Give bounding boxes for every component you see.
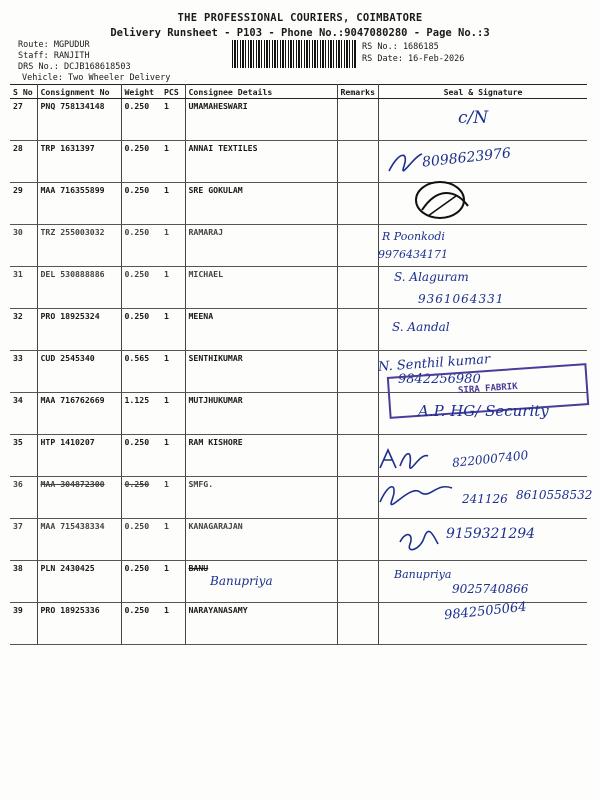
- signature-30-name: R Poonkodi: [382, 230, 445, 243]
- cell-sno: 34: [10, 393, 37, 435]
- cell-remarks: [337, 225, 379, 267]
- cell-remarks: [337, 561, 379, 603]
- drs-number: DRS No.: DCJB168618503: [18, 62, 131, 72]
- cell-remarks: [337, 477, 379, 519]
- cell-pcs: 1: [161, 393, 185, 435]
- stamp-text: SIRA FABRIK: [457, 381, 518, 397]
- cell-weight: 0.250: [121, 267, 161, 309]
- col-remarks: Remarks: [337, 85, 379, 99]
- cell-weight: 0.250: [121, 603, 161, 645]
- cell-sno: 35: [10, 435, 37, 477]
- cell-remarks: [337, 435, 379, 477]
- cell-weight: 0.250: [121, 519, 161, 561]
- table-header-row: [10, 85, 587, 99]
- signature-scribble-37: [396, 528, 440, 554]
- cell-remarks: [337, 519, 379, 561]
- cell-sno: 29: [10, 183, 37, 225]
- cell-weight: 0.250: [121, 561, 161, 603]
- signature-30-phone: 9976434171: [378, 248, 448, 261]
- signature-39: 9842505064: [443, 599, 528, 624]
- cell-weight: 0.250: [121, 309, 161, 351]
- signature-33-name: N. Senthil kumar: [377, 352, 491, 375]
- cell-consignment: MAA 304872300: [37, 477, 121, 519]
- cell-remarks: [337, 267, 379, 309]
- table-row: [10, 183, 587, 225]
- cell-weight: 0.565: [121, 351, 161, 393]
- signature-scribble-28: [384, 146, 424, 176]
- cell-pcs: 1: [161, 225, 185, 267]
- signature-scribble-35: [376, 446, 430, 472]
- cell-consignment: CUD 2545340: [37, 351, 121, 393]
- cell-weight: 0.250: [121, 183, 161, 225]
- col-sno: S No: [10, 85, 37, 99]
- cell-pcs: 1: [161, 519, 185, 561]
- rs-number: RS No.: 1686185: [362, 42, 439, 52]
- signature-38-name: Banupriya: [394, 568, 452, 581]
- cell-remarks: [337, 603, 379, 645]
- cell-consignee: SENTHIKUMAR: [185, 351, 337, 393]
- cell-consignee: MICHAEL: [185, 267, 337, 309]
- signature-33-phone: 9842256980: [398, 372, 481, 387]
- handwritten-consignee-38: Banupriya: [210, 574, 273, 588]
- cell-pcs: 1: [161, 351, 185, 393]
- cell-sno: 38: [10, 561, 37, 603]
- cell-consignee: KANAGARAJAN: [185, 519, 337, 561]
- signature-28: 8098623976: [421, 145, 512, 171]
- cell-pcs: 1: [161, 267, 185, 309]
- cell-weight: 0.250: [121, 99, 161, 141]
- col-weight: Weight: [121, 85, 161, 99]
- cell-weight: 0.250: [121, 477, 161, 519]
- cell-consignment: HTP 1410207: [37, 435, 121, 477]
- cell-consignment: MAA 716762669: [37, 393, 121, 435]
- cell-consignment: PRO 18925336: [37, 603, 121, 645]
- cell-remarks: [337, 141, 379, 183]
- cell-sno: 33: [10, 351, 37, 393]
- vehicle-label: Vehicle: Two Wheeler Delivery: [22, 73, 171, 83]
- signature-31-name: S. Alaguram: [394, 270, 469, 284]
- col-consignment: Consignment No: [37, 85, 121, 99]
- signature-35: 8220007400: [451, 448, 529, 470]
- cell-consignee: SRE GOKULAM: [185, 183, 337, 225]
- table-row: [10, 309, 587, 351]
- signature-32: S. Aandal: [392, 320, 450, 334]
- cell-consignment: PNQ 758134148: [37, 99, 121, 141]
- cell-consignee: UMAMAHESWARI: [185, 99, 337, 141]
- cell-consignee: RAM KISHORE: [185, 435, 337, 477]
- cell-sno: 28: [10, 141, 37, 183]
- table-row: [10, 99, 587, 141]
- signature-31-phone: 9361064331: [418, 292, 505, 306]
- signature-scribble-36: [376, 478, 456, 508]
- cell-consignment: TRZ 255003032: [37, 225, 121, 267]
- runsheet-subtitle: Delivery Runsheet - P103 - Phone No.:9047080280 - Page No.:3: [110, 27, 490, 39]
- barcode-image: [232, 40, 356, 68]
- table-row: [10, 225, 587, 267]
- runsheet-table: [10, 84, 587, 645]
- cell-pcs: 1: [161, 309, 185, 351]
- cell-sno: 27: [10, 99, 37, 141]
- cell-remarks: [337, 393, 379, 435]
- cell-remarks: [337, 309, 379, 351]
- cell-pcs: 1: [161, 435, 185, 477]
- cell-pcs: 1: [161, 141, 185, 183]
- signature-27: c/N: [458, 108, 489, 128]
- cell-consignment: MAA 716355899: [37, 183, 121, 225]
- cell-consignee: MUTJHUKUMAR: [185, 393, 337, 435]
- cell-remarks: [337, 351, 379, 393]
- cell-sno: 30: [10, 225, 37, 267]
- signature-scribble-29: [408, 176, 478, 224]
- cell-weight: 0.250: [121, 435, 161, 477]
- cell-consignee: MEENA: [185, 309, 337, 351]
- signature-38-phone: 9025740866: [452, 582, 529, 596]
- cell-consignee: NARAYANASAMY: [185, 603, 337, 645]
- signature-37: 9159321294: [446, 526, 536, 542]
- cell-weight: 0.250: [121, 141, 161, 183]
- cell-consignment: TRP 1631397: [37, 141, 121, 183]
- cell-pcs: 1: [161, 183, 185, 225]
- cell-consignee: BANU: [185, 561, 337, 603]
- col-pcs: PCS: [161, 85, 185, 99]
- cell-weight: 1.125: [121, 393, 161, 435]
- cell-consignment: PLN 2430425: [37, 561, 121, 603]
- col-consignee: Consignee Details: [185, 85, 337, 99]
- cell-pcs: 1: [161, 603, 185, 645]
- signature-36-phone: 8610558532: [516, 488, 593, 502]
- cell-remarks: [337, 99, 379, 141]
- staff-label: Staff: RANJITH: [18, 51, 90, 61]
- cell-consignment: PRO 18925324: [37, 309, 121, 351]
- cell-remarks: [337, 183, 379, 225]
- signature-36-code: 241126: [462, 492, 508, 506]
- cell-sno: 32: [10, 309, 37, 351]
- cell-consignee: RAMARAJ: [185, 225, 337, 267]
- company-title: THE PROFESSIONAL COURIERS, COIMBATORE: [177, 12, 423, 24]
- cell-sno: 37: [10, 519, 37, 561]
- col-signature: Seal & Signature: [379, 85, 587, 99]
- cell-pcs: 1: [161, 477, 185, 519]
- cell-sno: 36: [10, 477, 37, 519]
- cell-consignment: DEL 530888886: [37, 267, 121, 309]
- cell-sno: 39: [10, 603, 37, 645]
- cell-consignment: MAA 715438334: [37, 519, 121, 561]
- cell-consignee: ANNAI TEXTILES: [185, 141, 337, 183]
- cell-pcs: 1: [161, 99, 185, 141]
- cell-consignee: SMFG.: [185, 477, 337, 519]
- route-label: Route: MGPUDUR: [18, 40, 90, 50]
- signature-34: A.P. HG/ Security: [418, 402, 549, 420]
- rs-date: RS Date: 16-Feb-2026: [362, 54, 465, 64]
- cell-pcs: 1: [161, 561, 185, 603]
- cell-weight: 0.250: [121, 225, 161, 267]
- cell-sno: 31: [10, 267, 37, 309]
